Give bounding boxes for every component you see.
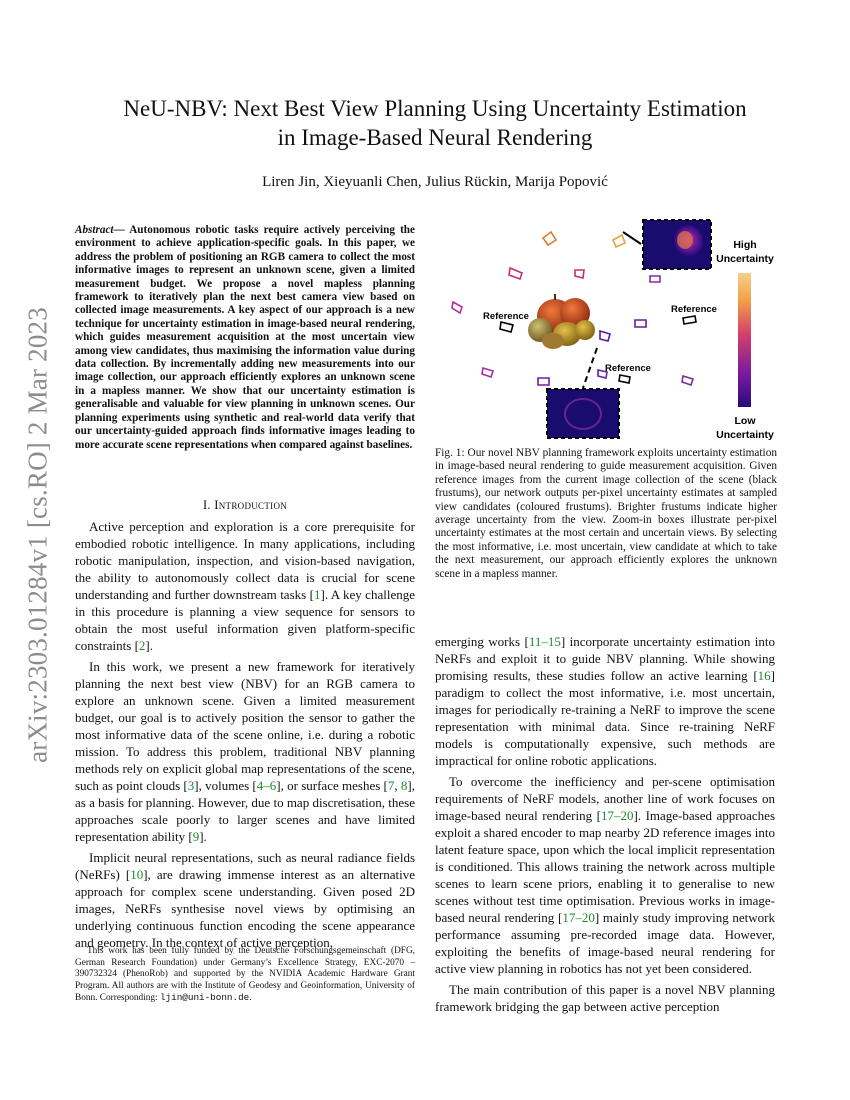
footnote-end: .	[249, 993, 252, 1003]
low-uncertainty-zoom	[547, 389, 619, 438]
colorbar	[738, 273, 751, 407]
paragraph	[75, 518, 415, 654]
candidate-frustum	[650, 276, 660, 282]
reference-frustum	[500, 322, 513, 332]
figure-caption	[435, 447, 777, 581]
paragraph	[435, 633, 775, 769]
reference-frustum	[683, 316, 696, 324]
candidate-frustum	[538, 378, 549, 385]
reference-frustum	[619, 375, 630, 383]
zoom-connector	[583, 348, 597, 388]
text-run: ].	[199, 829, 207, 844]
caption-text: Our novel NBV planning framework exploits uncertainty estimation in image-based neural rendering to guide measurement acquisition. Given reference images from the current image collection of the scene (black frustums), our network outputs per-pixel uncertainty estimates at sampled view candidates (coloured frustums). Brighter frustums indicate higher average uncertainty from the view. Zoom-in boxes illustrate per-pixel uncertainty estimates at the most certain and uncertain views. By selecting the most informative, i.e. most uncertain, view candidate at which to take the next measurement, our approach efficiently explores the unknown scene in a mapless manner.	[435, 447, 777, 580]
caption-label: Fig. 1:	[435, 447, 465, 459]
text-run: The main contribution of this paper is a novel NBV planning framework bridging the gap between active perception	[435, 982, 775, 1014]
citation-link[interactable]: 17–20	[600, 808, 634, 823]
text-run: ]. A key challenge in this procedure is planning a view sequence for sensors to obtain the most useful information given platform-specific constraints [	[75, 587, 415, 653]
citation-link[interactable]: 3	[187, 778, 195, 793]
text-run: ], volumes [	[194, 778, 257, 793]
text-run: Active perception and exploration is a core prerequisite for embodied robotic intelligence. In many applications, including robotic manipulation, inspection, and vision-based navigation, the ability to autonomously collect data is crucial for scene understanding and further downstream tasks [	[75, 519, 415, 602]
candidate-frustum	[635, 320, 646, 327]
section-heading-introduction	[75, 498, 415, 513]
author-list: Liren Jin, Xieyuanli Chen, Julius Rückin, Marija Popović	[262, 174, 608, 190]
section-title: Introduction	[214, 498, 288, 512]
citation-link[interactable]: 2	[138, 638, 146, 653]
text-run: ] mainly study improving network performance assuming pre-recorded image data. However, exploiting the benefits of image-based neural rendering for active view planning in robotics has not yet been considered.	[435, 910, 775, 976]
paragraph	[75, 849, 415, 951]
text-run: ] incorporate uncertainty estimation into NeRFs and exploit it to guide NBV planning. While showing promising results, these studies follow an active learning [	[435, 634, 775, 683]
figure-illustration	[435, 218, 780, 443]
zoom-connector	[623, 232, 641, 244]
left-column-body	[75, 518, 415, 951]
candidate-frustum	[575, 270, 584, 278]
right-column-body	[435, 633, 775, 1015]
text-run: ], are drawing immense interest as an alternative approach for complex scene understanding. Given posed 2D images, NeRFs synthesise novel views by optimising an underlying continuous function encoding the scene appearance and geometry. In the context of active perception,	[75, 867, 416, 950]
citation-link[interactable]: 10	[130, 867, 144, 882]
candidate-frustum	[452, 302, 462, 313]
footnote-text: This work has been fully funded by the Deutsche Forschungsgemeinschaft (DFG, German Research Foundation) under Germany’s Excellence Strategy, EXC-2070 – 390732324 (PhenoRob) and supported by the NVIDIA Academic Hardware Grant Program. All authors are with the Institute of Geodesy and Geoinformation, University of Bonn. Corresponding:	[75, 946, 415, 1003]
abstract-label: Abstract	[75, 224, 114, 236]
text-run: ,	[394, 778, 401, 793]
candidate-frustum	[543, 232, 556, 245]
reference-label: Reference	[483, 311, 529, 322]
uncertainty-hot-spot	[677, 231, 693, 249]
title-line-2: in Image-Based Neural Rendering	[277, 125, 593, 150]
text-run: emerging works [	[435, 634, 529, 649]
text-run: Implicit neural representations, such as neural radiance fields (NeRFs) [	[75, 850, 415, 882]
paragraph	[75, 658, 415, 845]
citation-link[interactable]: 11–15	[528, 634, 561, 649]
text-run: ], or surface meshes [	[276, 778, 388, 793]
colorbar-uncertainty-label-top: Uncertainty	[716, 253, 774, 265]
citation-link[interactable]: 17–20	[562, 910, 595, 925]
paragraph	[435, 981, 775, 1015]
text-run: ]. Image-based approaches exploit a shared encoder to map nearby 2D reference images into latent feature space, upon which the local implicit representation is conditioned. This allows training the network across multiple scenes to learn scene priors, enabling it to generalise to new scenes without test time optimisation. Previous works in image-based neural rendering [	[435, 808, 775, 925]
arxiv-identifier	[18, 300, 58, 770]
abstract	[75, 224, 415, 452]
colorbar-high-label: High	[733, 239, 757, 251]
candidate-frustum	[682, 376, 693, 385]
candidate-frustum	[600, 331, 610, 341]
footnote	[75, 946, 415, 1005]
text-run: ].	[145, 638, 153, 653]
citation-link[interactable]: 16	[757, 668, 771, 683]
citation-link[interactable]: 9	[192, 829, 200, 844]
footnote-paragraph	[75, 946, 415, 1005]
citation-link[interactable]: 1	[313, 587, 321, 602]
figure-1	[435, 218, 780, 443]
paragraph	[435, 773, 775, 977]
candidate-frustum	[482, 368, 493, 377]
reference-label: Reference	[671, 304, 717, 315]
email-link[interactable]: ljin@uni-bonn.de	[159, 992, 250, 1003]
citation-link[interactable]: 4–6	[256, 778, 277, 793]
title-line-1: NeU-NBV: Next Best View Planning Using Uncertainty Estimation	[123, 96, 747, 121]
candidate-frustum	[509, 268, 522, 279]
abstract-text: — Autonomous robotic tasks require actively perceiving the environment to achieve application-specific goals. In this paper, we address the problem of positioning an RGB camera to collect the most informative images to represent an unknown scene, given a limited measurement budget. We propose a novel mapless planning framework to iteratively plan the next best camera view based on collected image measurements. A key aspect of our approach is a new technique for uncertainty estimation in image-based neural rendering, which guides measurement acquisition at the most uncertain view among view candidates, thus maximising the information value during data collection. By incrementally adding new measurements into our image collection, our approach efficiently explores an unknown scene in a mapless manner. We show that our uncertainty estimation is generalisable and valuable for view planning in unknown scenes. Our planning experiments using synthetic and real-world data verify that our uncertainty-guided approach finds informative images leading to more accurate scene representations when compared against baselines.	[75, 224, 415, 451]
citation-link[interactable]: 8	[400, 778, 408, 793]
colorbar-low-label: Low	[734, 415, 756, 427]
text-run: In this work, we present a new framework for iteratively planning the next best view (NBV) for an RGB camera to explore an unknown scene. Given a limited measurement budget, our goal is to actively position the sensor to gather the most informative data of the scene online, i.e. during a robotic mission. To address this problem, traditional NBV planning methods rely on explicit global map representations of the scene, such as point clouds [	[75, 659, 415, 793]
scene-fruits	[528, 294, 595, 349]
citation-link[interactable]: 7	[387, 778, 395, 793]
reference-label: Reference	[605, 363, 651, 374]
colorbar-uncertainty-label-bottom: Uncertainty	[716, 429, 774, 441]
section-number: I.	[202, 498, 211, 512]
text-run: ], as a basis for planning. However, due to map discretisation, these approaches scale poorly to larger scenes and have limited representation ability [	[75, 778, 416, 844]
text-run: ] paradigm to collect the most informative, i.e. most uncertain, images for periodically re-training a NeRF to improve the scene representation with minimal data. Since re-training NeRF models is computationally expensive, such methods are impractical for online robotic applications.	[435, 668, 775, 768]
candidate-frustum	[613, 235, 625, 247]
text-run: To overcome the inefficiency and per-scene optimisation requirements of NeRF models, another line of work focuses on image-based neural rendering [	[435, 774, 775, 823]
paper-title	[95, 94, 775, 152]
arxiv-identifier-text: arXiv:2303.01284v1 [cs.RO] 2 Mar 2023	[22, 307, 53, 763]
